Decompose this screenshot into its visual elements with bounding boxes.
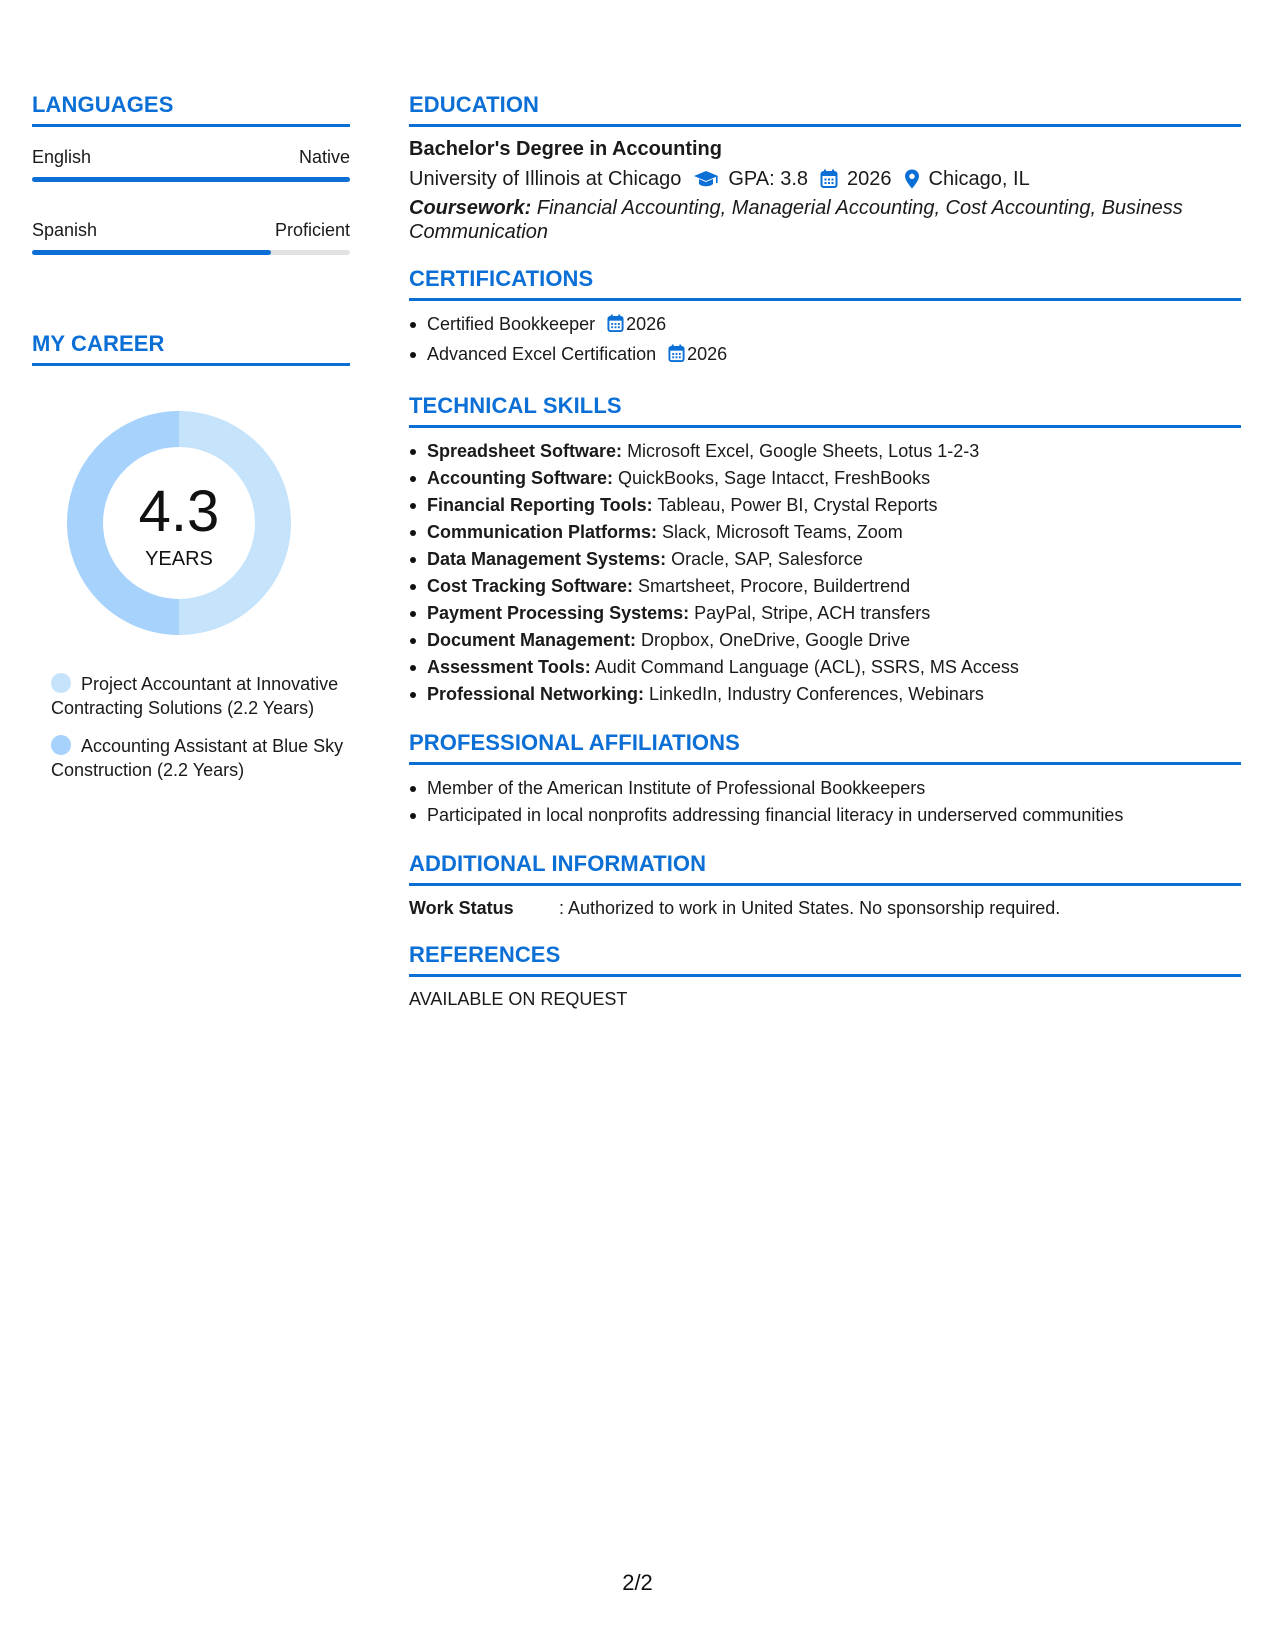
skill-value: Slack, Microsoft Teams, Zoom [657,522,903,542]
education-gpa: GPA: 3.8 [728,168,809,190]
skill-value: QuickBooks, Sage Intacct, FreshBooks [613,468,931,488]
certification-item [409,341,1241,371]
skill-item [409,681,1241,708]
skill-item [409,519,1241,546]
technical-skills-title: TECHNICAL SKILLS [409,393,1241,428]
skill-item [409,654,1241,681]
skill-item [409,573,1241,600]
certifications-list [409,311,1241,371]
certification-name: Advanced Excel Certification [427,344,657,364]
career-total-unit: YEARS [145,548,213,570]
map-pin-icon [904,169,920,189]
language-item [32,145,350,182]
certifications-title: CERTIFICATIONS [409,266,1241,301]
career-legend-label: Project Accountant at Innovative Contracting Solutions (2.2 Years) [51,674,339,718]
work-status-label: Work Status [409,898,514,918]
skill-item [409,492,1241,519]
career-legend-label: Accounting Assistant at Blue Sky Construction (2.2 Years) [51,736,344,780]
language-level: Proficient [274,220,350,240]
career-donut-chart [66,410,292,636]
additional-info-section [409,851,1241,920]
career-total-value: 4.3 [138,479,220,544]
skill-label: Spreadsheet Software: [427,441,623,461]
skill-item [409,546,1241,573]
skill-label: Professional Networking: [427,684,645,704]
education-location: Chicago, IL [928,168,1030,190]
affiliations-title: PROFESSIONAL AFFILIATIONS [409,730,1241,765]
skill-item [409,465,1241,492]
right-column [409,92,1241,1011]
career-legend [32,672,350,782]
language-proficiency-fill [32,250,271,255]
skill-value: Oracle, SAP, Salesforce [666,549,863,569]
certifications-section [409,266,1241,371]
language-item [32,218,350,255]
language-proficiency-bar [32,177,350,182]
work-status-row [409,896,1241,920]
language-proficiency-fill [32,177,350,182]
references-text: AVAILABLE ON REQUEST [409,989,628,1009]
legend-dot [51,673,71,693]
skill-value: LinkedIn, Industry Conferences, Webinars [644,684,984,704]
language-level: Native [298,147,350,167]
career-legend-item [51,672,350,720]
education-degree: Bachelor's Degree in Accounting [409,138,722,160]
technical-skills-list [409,438,1241,708]
skill-item [409,627,1241,654]
certification-item [409,311,1241,341]
language-name: English [32,147,92,167]
skill-value: Smartsheet, Procore, Buildertrend [633,576,911,596]
education-details [409,166,1241,192]
languages-title: LANGUAGES [32,92,350,127]
page-number: 2/2 [622,1570,653,1595]
skill-value: Audit Command Language (ACL), SSRS, MS Access [590,657,1019,677]
education-year: 2026 [847,168,892,190]
skill-value: Tableau, Power BI, Crystal Reports [652,495,938,515]
career-legend-item [51,734,350,782]
language-name: Spanish [32,220,98,240]
certification-year: 2026 [687,344,728,364]
certification-name: Certified Bookkeeper [427,314,596,334]
skill-label: Cost Tracking Software: [427,576,634,596]
affiliation-item: Member of the American Institute of Professional Bookkeepers [409,775,1241,802]
references-title: REFERENCES [409,942,1241,977]
calendar-icon [668,344,685,371]
legend-dot [51,735,71,755]
affiliation-item: Participated in local nonprofits addressing financial literacy in underserved communities [409,802,1241,829]
career-title: MY CAREER [32,331,350,366]
skill-label: Assessment Tools: [427,657,591,677]
references-section [409,942,1241,1011]
education-coursework [409,196,1241,244]
work-status-value: : Authorized to work in United States. No sponsorship required. [559,898,1061,918]
education-school: University of Illinois at Chicago [409,168,682,190]
skill-item [409,438,1241,465]
skill-item [409,600,1241,627]
affiliations-section [409,730,1241,829]
skill-label: Communication Platforms: [427,522,658,542]
education-title: EDUCATION [409,92,1241,127]
coursework-text: Financial Accounting, Managerial Accounting, Cost Accounting, Business Communication [409,197,1183,243]
calendar-icon [607,314,624,341]
coursework-label: Coursework: [409,197,532,219]
skill-value: Microsoft Excel, Google Sheets, Lotus 1-2-3 [622,441,980,461]
left-column [32,92,350,796]
skill-label: Document Management: [427,630,637,650]
language-proficiency-bar [32,250,350,255]
graduation-cap-icon [693,169,719,189]
calendar-icon [820,169,838,189]
additional-info-title: ADDITIONAL INFORMATION [409,851,1241,886]
affiliations-list [409,775,1241,829]
skill-label: Accounting Software: [427,468,614,488]
certification-year: 2026 [626,314,667,334]
skill-label: Financial Reporting Tools: [427,495,653,515]
skill-label: Data Management Systems: [427,549,667,569]
skill-value: PayPal, Stripe, ACH transfers [689,603,931,623]
skill-label: Payment Processing Systems: [427,603,690,623]
technical-skills-section [409,393,1241,708]
skill-value: Dropbox, OneDrive, Google Drive [636,630,911,650]
